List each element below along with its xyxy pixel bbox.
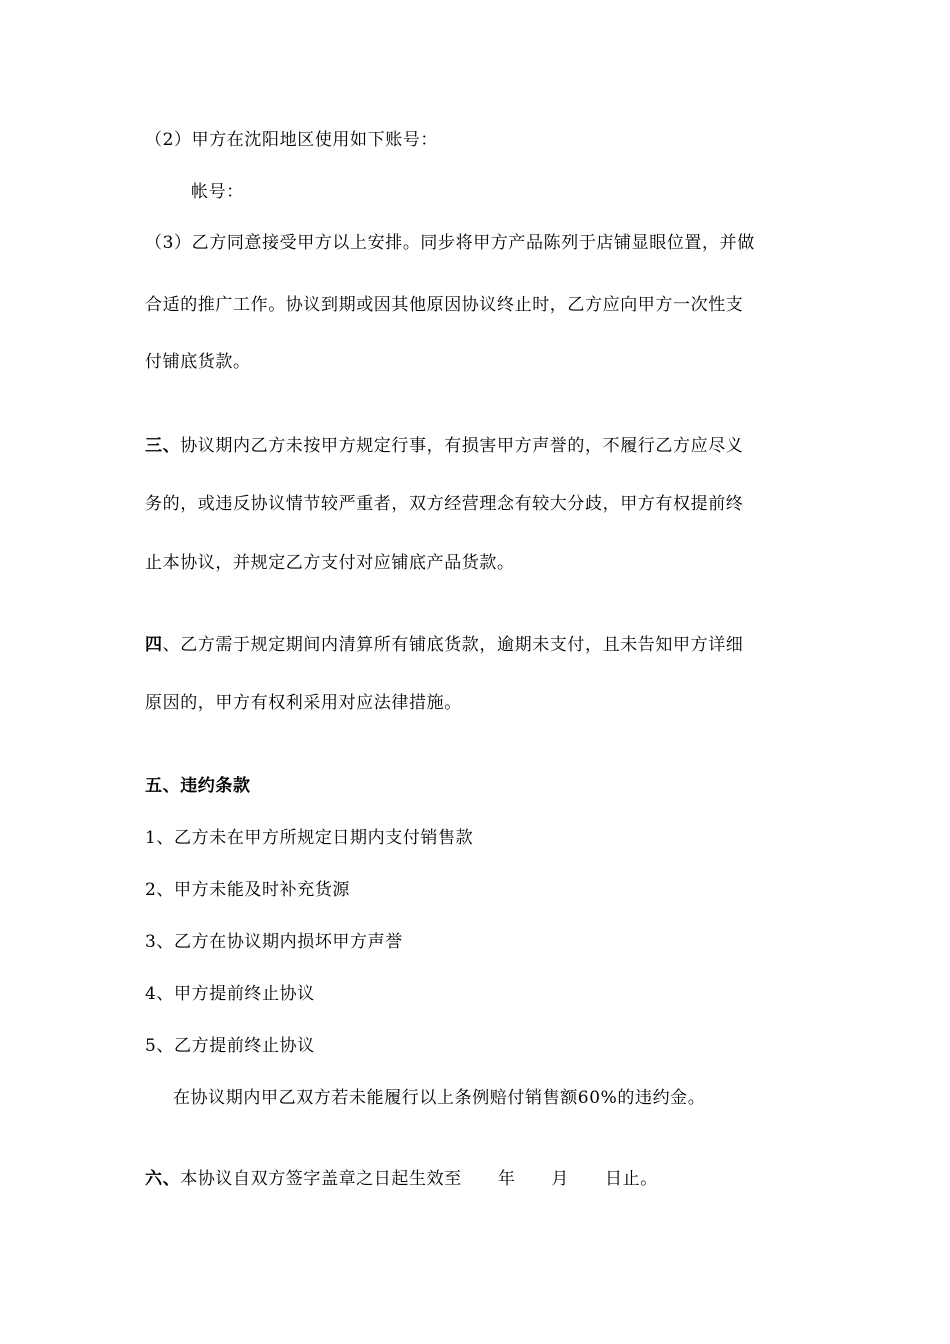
section-3-mark: 三、 [145, 436, 181, 456]
account-number-label: 帐号： [191, 182, 244, 202]
section-5-heading: 五、违约条款 [145, 776, 251, 796]
breach-item-2: 2、甲方未能及时补充货源 [145, 880, 351, 900]
clause-2-2-line-1: （2）甲方在沈阳地区使用如下账号： [145, 130, 439, 150]
clause-2-3-line-1: （3）乙方同意接受甲方以上安排。同步将甲方产品陈列于店铺显眼位置，并做 [145, 233, 755, 253]
penalty-clause: 在协议期内甲乙双方若未能履行以上条例赔付销售额60%的违约金。 [173, 1088, 706, 1108]
section-6-line [145, 1167, 658, 1191]
section-4-text-1: 、乙方需于规定期间内清算所有铺底货款，逾期未支付，且未告知甲方详细 [162, 635, 744, 655]
breach-item-5: 5、乙方提前终止协议 [145, 1036, 315, 1056]
clause-2-3-line-3: 付铺底货款。 [145, 352, 251, 372]
section-6-text: 本协议自双方签字盖章之日起生效至 [180, 1169, 462, 1189]
section-4-line-2: 原因的，甲方有权利采用对应法律措施。 [145, 693, 462, 713]
breach-item-4: 4、甲方提前终止协议 [145, 984, 315, 1004]
section-4-line-1 [145, 633, 743, 657]
section-3-line-2: 务的，或违反协议情节较严重者，双方经营理念有较大分歧，甲方有权提前终 [145, 494, 744, 514]
section-6-month: 月 [551, 1169, 570, 1189]
section-4-mark: 四 [145, 635, 163, 655]
section-3-line-1 [145, 434, 743, 458]
section-6-mark: 六、 [145, 1169, 181, 1189]
breach-item-1: 1、乙方未在甲方所规定日期内支付销售款 [145, 828, 474, 848]
section-3-text-1: 协议期内乙方未按甲方规定行事，有损害甲方声誉的，不履行乙方应尽义 [180, 436, 744, 456]
clause-2-3-line-2: 合适的推广工作。协议到期或因其他原因协议终止时，乙方应向甲方一次性支 [145, 295, 744, 315]
section-3-line-3: 止本协议，并规定乙方支付对应铺底产品货款。 [145, 553, 515, 573]
section-6-year: 年 [497, 1169, 516, 1189]
section-6-day: 日止。 [605, 1169, 658, 1189]
breach-item-3: 3、乙方在协议期内损坏甲方声誉 [145, 932, 403, 952]
